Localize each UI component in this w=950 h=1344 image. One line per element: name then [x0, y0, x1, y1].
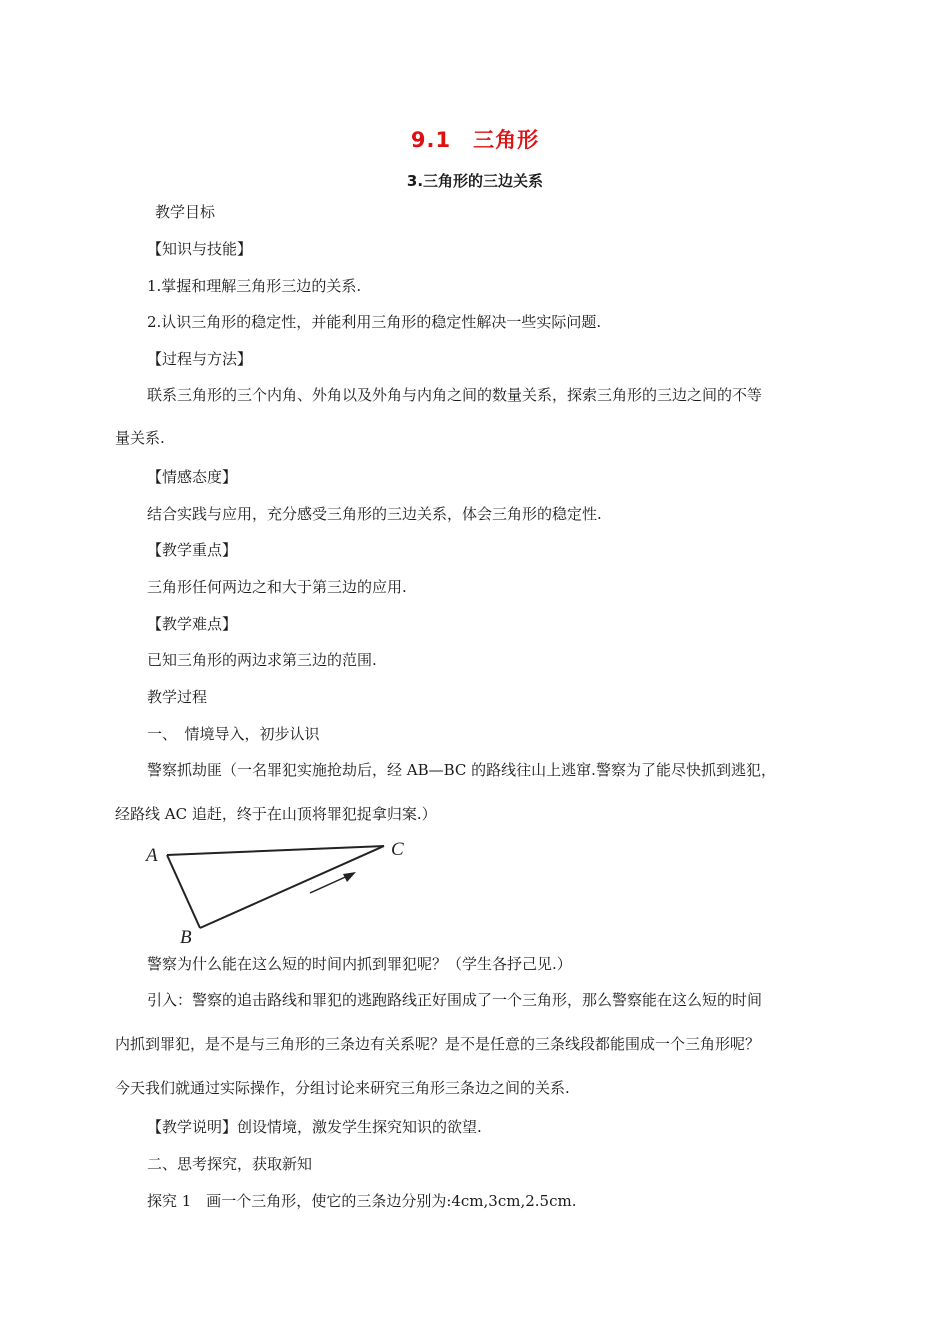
goals-heading: 教学目标	[155, 203, 216, 221]
knowledge-heading: 【知识与技能】	[147, 240, 253, 258]
intro-line-3: 今天我们就通过实际操作，分组讨论来研究三角形三条边之间的关系.	[115, 1079, 570, 1097]
difficulty-heading: 【教学难点】	[147, 615, 238, 633]
process-heading: 【过程与方法】	[147, 350, 253, 368]
emotion-text: 结合实践与应用，充分感受三角形的三边关系，体会三角形的稳定性.	[147, 505, 602, 523]
vertex-label-c: C	[391, 839, 404, 860]
emotion-heading: 【情感态度】	[147, 468, 238, 486]
intro-line-1: 引入：警察的追击路线和罪犯的逃跑路线正好围成了一个三角形，那么警察能在这么短的时间	[147, 991, 763, 1009]
section2-heading: 二、思考探究，获取新知	[147, 1155, 313, 1173]
page-title: 9.1 三角形	[410, 128, 540, 152]
triangle-figure	[140, 835, 430, 947]
knowledge-item-2: 2.认识三角形的稳定性，并能利用三角形的稳定性解决一些实际问题.	[147, 313, 602, 331]
process-text-line-1: 联系三角形的三个内角、外角以及外角与内角之间的数量关系，探索三角形的三边之间的不等	[147, 386, 763, 404]
side-ab	[167, 855, 200, 928]
explore-1-text: 探究 1 画一个三角形，使它的三条边分别为:4cm,3cm,2.5cm.	[147, 1192, 577, 1210]
side-ac	[167, 846, 384, 855]
vertex-label-b: B	[180, 927, 192, 947]
process-text-line-2: 量关系.	[115, 429, 165, 447]
difficulty-text: 已知三角形的两边求第三边的范围.	[147, 651, 377, 669]
vertex-label-a: A	[146, 845, 158, 866]
knowledge-item-1: 1.掌握和理解三角形三边的关系.	[147, 277, 362, 295]
process-section-heading: 教学过程	[147, 688, 208, 706]
section1-heading: 一、 情境导入，初步认识	[147, 725, 320, 743]
key-heading: 【教学重点】	[147, 541, 238, 559]
question-text: 警察为什么能在这么短的时间内抓到罪犯呢？（学生各抒己见.）	[147, 955, 572, 973]
direction-arrow-head	[343, 872, 356, 882]
side-bc	[200, 846, 384, 928]
teaching-note: 【教学说明】创设情境，激发学生探究知识的欲望.	[147, 1118, 482, 1136]
page-subtitle: 3.三角形的三边关系	[406, 172, 544, 190]
intro-line-2: 内抓到罪犯，是不是与三角形的三条边有关系呢？是不是任意的三条线段都能围成一个三角形呢？	[115, 1035, 761, 1053]
scenario-line-1: 警察抓劫匪（一名罪犯实施抢劫后，经 AB—BC 的路线往山上逃窜.警察为了能尽快抓到逃犯，	[147, 761, 776, 779]
scenario-line-2: 经路线 AC 追赶，终于在山顶将罪犯捉拿归案.）	[115, 805, 437, 823]
key-text: 三角形任何两边之和大于第三边的应用.	[147, 578, 407, 596]
